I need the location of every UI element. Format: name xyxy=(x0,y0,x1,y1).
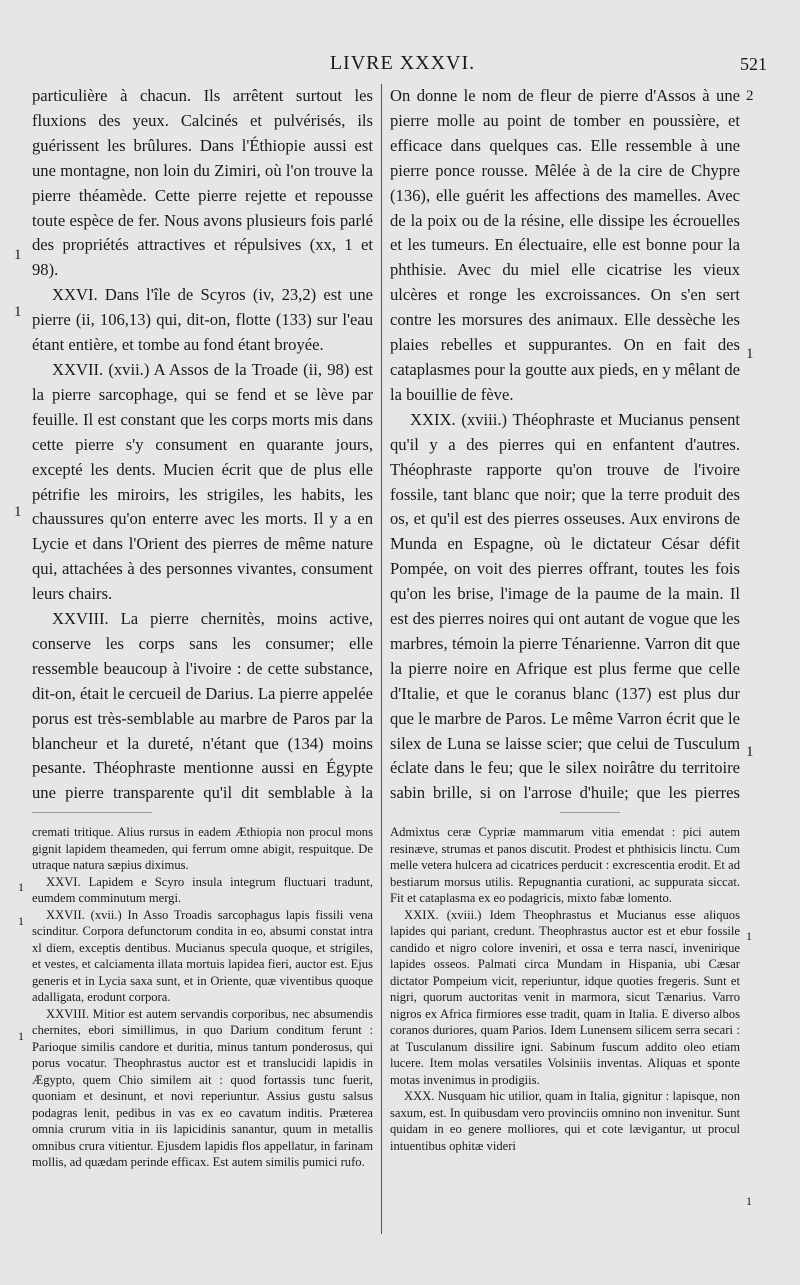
margin-number: 2 xyxy=(746,88,754,104)
footnote-separator-right xyxy=(560,812,620,813)
margin-number: 1 xyxy=(18,914,24,928)
latin-paragraph-xxx: XXX. Nusquam hic utilior, quam in Italia, gignitur : lapisque, non saxum, est. In quibusdam vero provinciis omnino non invenitur. Sunt quidam in eo genere molliores, qui et cote lævigantur, ut procul intuentibus ophitæ videri xyxy=(390,1089,740,1153)
paragraph-xxvi: XXVI. Dans l'île de Scyros (iv, 23,2) est une pierre (ii, 106,13) qui, dit-on, flotte (133) sur l'eau étant entière, et tombe au fond étant broyée. xyxy=(32,285,373,355)
paragraph-xxvii: XXVII. (xvii.) A Assos de la Troade (ii, 98) est la pierre sarcophage, qui se fend et se lève par feuille. Il est constant que les corps morts mis dans cette pierre s'y consument en quarante jours, excepté les dents. Mucien écrit que de plus elle pétrifie les miroirs, les strigiles, les habits, les chaussures qu'on enterre avec les morts. Il y a en Lycie et dans l'Orient des pierres de même nature qui, attachées à des personnes vivantes, consument leurs chairs. xyxy=(32,359,373,604)
latin-paragraph-xxix: XXIX. (xviii.) Idem Theophrastus et Mucianus esse aliquos lapides qui pariant, credunt. Theophrastus auctor est et ebur fossile candido et nigro colore inveniri, et ossa e terra nasci, inveniriquе lapides osseos. Palmati circa Mundam in Hispania, ubi Cæsar dictator Pompeium vicit, reperiuntur, idque quoties fregeris. Sunt et nigri, quorum auctoritas venit in marmora, sicut Tænarius. Varro nigros ex Africa firmiores esse tradit, quam in Italia. E diverso albos coranos duriores, quam Parios. Idem Lunensem silicem serra secari : at Tusculanum dissilire igni. Sabinum fuscum addito oleo etiam lucere. Item molas versatiles Volsiniis inventas. Aliquas et sponte motas invenimus in prodigiis. xyxy=(390,907,740,1087)
running-title: LIVRE XXXVI. xyxy=(329,52,476,74)
paragraph: On donne le nom de fleur de pierre d'Assos à une pierre molle au point de tomber en poussière, et efficace dans quelques cas. Elle ressemble à une pierre ponce rousse. Mêlée à de la cire de Chypre (136), elle guérit les affections des mamelles. Avec de la poix ou de la résine, elle dissipe les écrouelles et les tumeurs. En électuaire, elle est bonne pour la phthisie. Avec du miel elle cicatrise les vieux ulcères et ronge les excroissances. On s'en sert contre les morsures des animaux. Elle dessèche les plaies rebelles et suppurantes. On en fait des cataplasmes pour la goutte aux pieds, en y mêlant de la bouillie de fève. xyxy=(390,86,740,404)
margin-number: 1 xyxy=(14,504,22,520)
latin-paragraph: Admixtus ceræ Cypriæ mammarum vitia emendat : pici autem resinæve, strumas et panos discutit. Prodest et phthisicis linctu. Cum melle vetera hulcera ad cicatrices perducit : excrescentia erodit. Et ad bestiarum morsus utilis. Repugnantia curationi, ac suppurata siccat. Fit et cataplasma ex eo podagricis, mixto fabæ lomento. xyxy=(390,825,740,905)
latin-paragraph-xxvii: XXVII. (xvii.) In Asso Troadis sarcophagus lapis fissili vena scinditur. Corpora defunctorum condita in eo, absumi constat intra xl diem, exceptis dentibus. Mucianus specula quoque, et strigiles, et vestes, et calciamenta illata mortuis lapidea fieri, auctor est. Ejus generis et in Lycia saxa sunt, et in Oriente, quæ viventibus quoque adalligata, erodunt corpora. xyxy=(32,907,373,1004)
margin-number: 1 xyxy=(746,744,754,760)
margin-number: 1 xyxy=(746,929,752,943)
footnote-separator-left xyxy=(32,812,152,813)
margin-number: 1 xyxy=(18,880,24,894)
margin-number: 1 xyxy=(14,247,22,263)
paragraph-xxviii: XXVIII. La pierre chernitès, moins active, conserve les corps sans les consumer; elle ressemble beaucoup à l'ivoire : de cette substance, dit-on, était le cercueil de Darius. La pierre appelée porus est très-semblable au marbre de Paros par la blancheur et la dureté, n'étant que (134) moins pesante. Théophraste mentionne aussi en Égypte une pierre transparente qu'il dit semblable à la xyxy=(32,609,373,803)
french-text-left-column xyxy=(32,84,373,804)
paragraph: particulière à chacun. Ils arrêtent surtout les fluxions des yeux. Calcinés et pulvérisés, ils guérissent les brûlures. Dans l'Éthiopie aussi est une montagne, non loin du Zimiri, où l'on trouve la pierre théamède. Cette pierre rejette et repousse toute espèce de fer. Nous avons plusieurs fois parlé des propriétés attractives et répulsives (xx, 1 et 98). xyxy=(32,86,373,280)
margin-number: 1 xyxy=(18,1029,24,1043)
margin-number: 1 xyxy=(746,346,754,362)
french-text-right-column xyxy=(390,84,740,804)
latin-paragraph: cremati tritique. Alius rursus in eadem Æthiopia non procul mons gignit lapidem theameden, qui ferrum omne abigit, respuitque. De utraque natura sæpius diximus. xyxy=(32,825,373,872)
margin-number: 1 xyxy=(746,1194,752,1208)
latin-paragraph-xxviii: XXVIII. Mitior est autem servandis corporibus, nec absumendis chernites, ebori simillimus, in quo Darium conditum ferunt : Parioque similis candore et duritia, minus tantum ponderosus, qui porus vocatur. Theophrastus auctor est et translucidi lapidis in Ægypto, quem Chio similem ait : quod fortassis tunc fuerit, quoniam et desinunt, et novi reperiuntur. Assius gustu salsus podagras lenit, pedibus in vas ex eo cavatum inditis. Præterea omnia crurum vitia in iis lapicidinis sanantur, quum in metallis omnibus crura vitientur. Ejusdem lapidis flos appellatur, in farinam mollis, ad quædam perinde efficax. Est autem similis pumici rufo. xyxy=(32,1006,373,1169)
paragraph-xxix: XXIX. (xviii.) Théophraste et Mucianus pensent qu'il y a des pierres qui en enfantent d'autres. Théophraste rapporte qu'on trouve de l'ivoire fossile, tant blanc que noir; que la terre produit des os, et qu'il est des pierres osseuses. Aux environs de Munda en Espagne, où le dictateur César défit Pompée, on voit des pierres offrant, toutes les fois qu'on les brise, l'image de la paume de la main. Il est des pierres noires qui ont autant de vogue que les marbres, témoin la pierre Ténarienne. Varron dit que la pierre noire en Afrique est plus ferme que celle d'Italie, et que le coranus blanc (137) est plus dur que le marbre de Paros. Le même Varron écrit que le silex de Luna se laisse scier; que celui de Tusculum éclate dans le feu; que le silex noirâtre du territoire sabin brille, si on l'arrose d'huile; que les pierres xyxy=(390,409,740,803)
latin-text-right-column xyxy=(390,824,740,1234)
latin-paragraph-xxvi: XXVI. Lapidem e Scyro insula integrum fluctuari tradunt, eumdem comminutum mergi. xyxy=(32,874,373,905)
page-header xyxy=(30,52,775,82)
page-number: 521 xyxy=(740,54,767,74)
margin-number: 1 xyxy=(14,304,22,320)
latin-text-left-column xyxy=(32,824,373,1234)
column-rule xyxy=(381,84,382,1234)
